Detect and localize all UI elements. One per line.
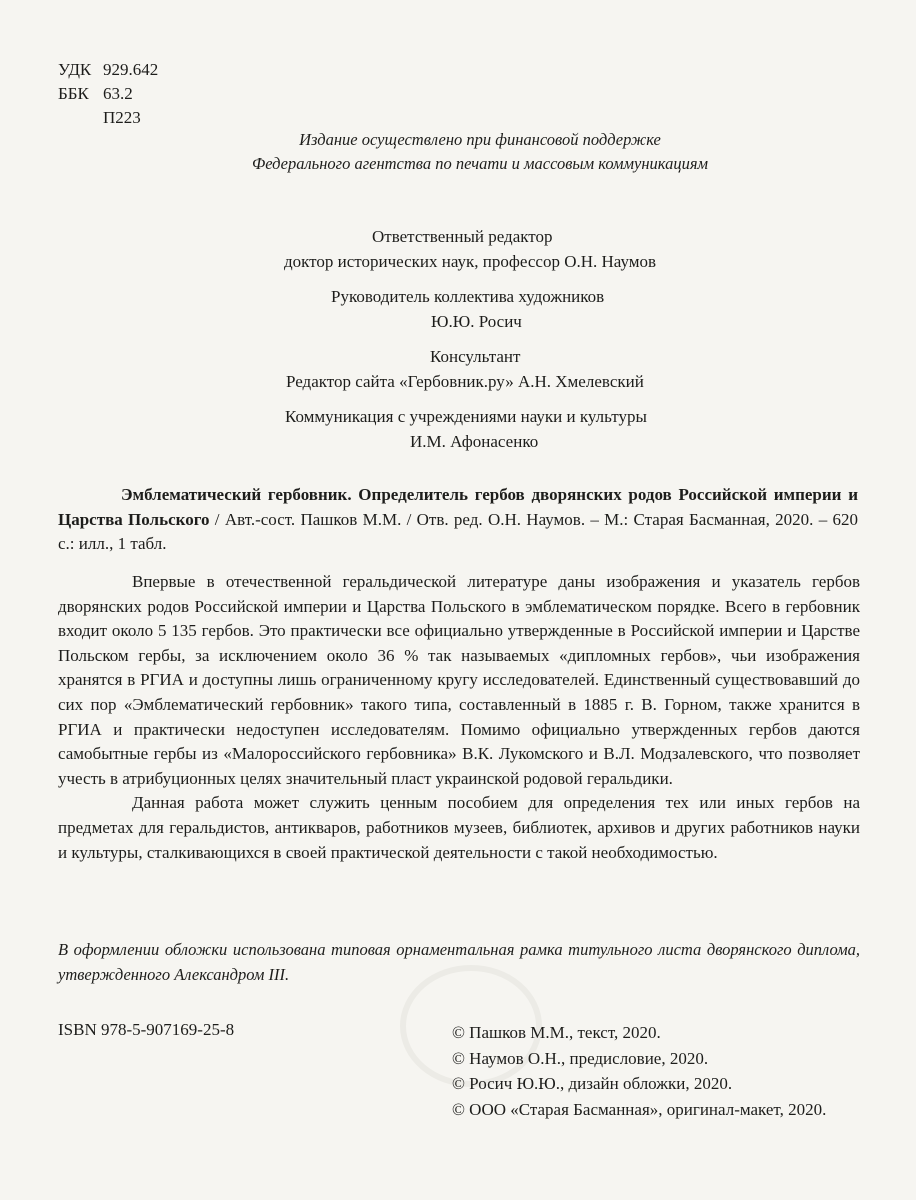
abstract-paragraph: Впервые в отечественной геральдической литературе даны изображения и указатель гербов дворянских родов Российской империи и Царства Польского в эмблематическом порядке. Всего в гербовник входит около 5 135 гербов. Это практически все официально утвержденные в Российской империи и Царстве Польском гербы, за исключением около 36 % так называемых «дипломных гербов», чьи изображения хранятся в РГИА и доступны лишь ограниченному кругу исследователей. Единственный существовавший до сих пор «Эмблематический гербовник» такого типа, составленный в 1885 г. В. Горном, также хранится в РГИА и практически недоступен исследователям. Помимо официально утвержденных гербов даются самобытные гербы из «Малороссийского гербовника» В.К. Лукомского и В.Л. Модзалевского, что позволяет учесть в атрибуционных целях значительный пласт украинской родовой геральдики. [58, 572, 860, 788]
abstract-paragraph: Данная работа может служить ценным пособием для определения тех или иных гербов на предметах для геральдистов, антикваров, работников музеев, библиотек, архивов и других работников науки и культуры, сталкивающихся в своей практической деятельности с такой необходимостью. [58, 793, 860, 862]
credit-role: Ответственный редактор [372, 227, 553, 246]
financial-support-note: Издание осуществлено при финансовой поддержке Федерального агентства по печати и массовым коммуникациям [251, 130, 709, 173]
credit-role: Коммуникация с учреждениями науки и культуры [285, 407, 647, 426]
credit-role: Руководитель коллектива художников [331, 287, 605, 306]
classification-bbk: ББК 63.2 [58, 84, 133, 103]
copyright-line: © Наумов О.Н., предисловие, 2020. [452, 1048, 709, 1068]
classification-udk: УДК 929.642 [58, 60, 159, 79]
isbn: ISBN 978-5-907169-25-8 [58, 1020, 235, 1039]
classification-author-mark: П223 [103, 108, 141, 127]
credits-block [0, 224, 916, 464]
copyright-line: © ООО «Старая Басманная», оригинал-макет, 2020. [452, 1099, 827, 1119]
cover-design-note: В оформлении обложки использована типовая орнаментальная рамка титульного листа дворянского диплома, утвержденного Александром III. [58, 940, 860, 984]
classification-block [58, 58, 158, 130]
bibliographic-details: / Авт.-сост. Пашков М.М. / Отв. ред. О.Н. Наумов. – М.: Старая Басманная, 2020. – 620 с.: илл., 1 табл. [58, 509, 858, 553]
copyright-line: © Росич Ю.Ю., дизайн обложки, 2020. [452, 1074, 733, 1093]
credit-role: Консультант [430, 347, 521, 366]
credit-name: доктор исторических наук, профессор О.Н. Наумов [284, 252, 657, 271]
credit-name: Редактор сайта «Гербовник.ру» А.Н. Хмелевский [286, 372, 644, 391]
credit-consultant [0, 344, 916, 394]
copyright-block [452, 1020, 826, 1122]
credit-editor [0, 224, 916, 274]
credit-name: Ю.Ю. Росич [431, 312, 522, 331]
credit-art-director [0, 284, 916, 334]
abstract [58, 570, 860, 865]
book-title: Эмблематический гербовник. Определитель гербов дворянских родов Российской империи и Царства Польского [58, 485, 858, 529]
copyright-line: © Пашков М.М., текст, 2020. [452, 1023, 661, 1042]
bibliographic-description [58, 483, 858, 557]
credit-name: И.М. Афонасенко [410, 432, 539, 451]
credit-communication [0, 404, 916, 454]
